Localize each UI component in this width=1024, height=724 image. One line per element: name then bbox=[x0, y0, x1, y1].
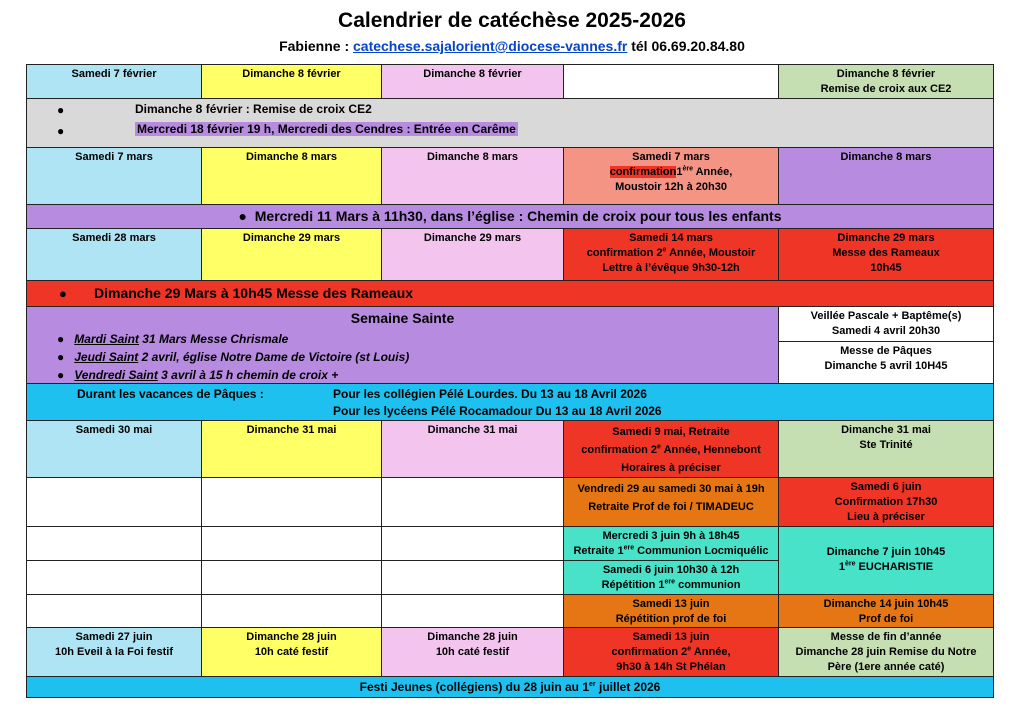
cell-row4-col2: Dimanche 31 mai bbox=[201, 420, 382, 478]
cell-row5-col5: Samedi 6 juin Confirmation 17h30 Lieu à préciser bbox=[778, 477, 994, 527]
cell-row3-col5: Dimanche 29 mars Messe des Rameaux 10h45 bbox=[778, 228, 994, 281]
band3-text: Dimanche 29 Mars à 10h45 Messe des Rameaux bbox=[94, 285, 414, 301]
cell-row5-col2 bbox=[201, 477, 382, 527]
cell-row6-col1 bbox=[26, 526, 202, 561]
cell-veillee-pascale: Veillée Pascale + Baptême(s) Samedi 4 avril 20h30 bbox=[778, 306, 994, 342]
band-easter-holidays bbox=[26, 383, 994, 421]
band-february-events bbox=[26, 98, 994, 148]
cell-row6-col2 bbox=[201, 526, 382, 561]
band1-item2: Mercredi 18 février 19 h, Mercredi des Cendres : Entrée en Carême bbox=[137, 122, 516, 136]
cell-row4-col5: Dimanche 31 mai Ste Trinité bbox=[778, 420, 994, 478]
cell-row1-col2: Dimanche 8 février bbox=[201, 64, 382, 99]
bullet-icon: ● bbox=[57, 124, 65, 138]
contact-phone: tél 06.69.20.84.80 bbox=[631, 38, 745, 54]
cell-row7-col4: Samedi 13 juin Répétition prof de foi bbox=[563, 594, 779, 628]
cell-row6b-col4: Samedi 6 juin 10h30 à 12h Répétition 1ere communion bbox=[563, 560, 779, 595]
contact-line bbox=[0, 38, 1024, 54]
cell-row2-col2: Dimanche 8 mars bbox=[201, 147, 382, 205]
list-item: ● Jeudi Saint 2 avril, église Notre Dame de Victoire (st Louis) bbox=[57, 350, 410, 364]
cell-row1-col5: Dimanche 8 février Remise de croix aux CE2 bbox=[778, 64, 994, 99]
cell-row6-col3 bbox=[381, 526, 564, 561]
holy-week-list bbox=[57, 330, 409, 384]
cell-row5-col1 bbox=[26, 477, 202, 527]
cell-row7-col5: Dimanche 14 juin 10h45 Prof de foi bbox=[778, 594, 994, 628]
bullet-icon: ● bbox=[57, 103, 65, 117]
cell-row2-col1: Samedi 7 mars bbox=[26, 147, 202, 205]
cell-row3-col4: Samedi 14 mars confirmation 2e Année, Moustoir Lettre à l’évêque 9h30-12h bbox=[563, 228, 779, 281]
holy-week-heading: Semaine Sainte bbox=[350, 310, 455, 326]
cell-row8-col4: Samedi 13 juin confirmation 2e Année, 9h30 à 14h St Phélan bbox=[563, 627, 779, 677]
bullet-icon: ● bbox=[59, 286, 67, 301]
band-festi-jeunes bbox=[26, 676, 994, 698]
contact-name: Fabienne : bbox=[279, 38, 350, 54]
contact-email-link[interactable]: catechese.sajalorient@diocese-vannes.fr bbox=[353, 38, 628, 54]
band2-text: Mercredi 11 Mars à 11h30, dans l’église : Chemin de croix pour tous les enfants bbox=[254, 208, 782, 224]
cell-row1-col3: Dimanche 8 février bbox=[381, 64, 564, 99]
cell-row8-col5: Messe de fin d’année Dimanche 28 juin Remise du Notre Père (1ere année caté) bbox=[778, 627, 994, 677]
cell-row7-col3 bbox=[381, 594, 564, 628]
band-chemin-de-croix bbox=[26, 204, 994, 229]
cell-row8-col1: Samedi 27 juin 10h Eveil à la Foi festif bbox=[26, 627, 202, 677]
cell-messe-paques: Messe de Pâques Dimanche 5 avril 10H45 bbox=[778, 341, 994, 384]
cell-row5-col3 bbox=[381, 477, 564, 527]
cell-row4-col4: Samedi 9 mai, Retraite confirmation 2e Année, Hennebont Horaires à préciser bbox=[563, 420, 779, 478]
cell-row2-col4: Samedi 7 mars confirmation1ère Année, Moustoir 12h à 20h30 bbox=[563, 147, 779, 205]
easter-line2: Pour les lycéens Pélé Rocamadour Du 13 au 18 Avril 2026 bbox=[333, 404, 662, 418]
cell-row8-col3: Dimanche 28 juin 10h caté festif bbox=[381, 627, 564, 677]
cell-row3-col2: Dimanche 29 mars bbox=[201, 228, 382, 281]
cell-row3-col1: Samedi 28 mars bbox=[26, 228, 202, 281]
page-title: Calendrier de catéchèse 2025-2026 bbox=[338, 9, 686, 32]
cell-row7-col1 bbox=[26, 594, 202, 628]
cell-row6-col4: Mercredi 3 juin 9h à 18h45 Retraite 1ere Communion Locmiquélic bbox=[563, 526, 779, 561]
cell-row5-col4: Vendredi 29 au samedi 30 mai à 19h Retraite Prof de foi / TIMADEUC bbox=[563, 477, 779, 527]
cell-row7-col2 bbox=[201, 594, 382, 628]
cell-row6b-col3 bbox=[381, 560, 564, 595]
cell-row6b-col1 bbox=[26, 560, 202, 595]
cell-row1-col1: Samedi 7 février bbox=[26, 64, 202, 99]
holy-week-block bbox=[26, 306, 779, 384]
list-item: ● Vendredi Saint 3 avril à 15 h chemin de croix + bbox=[57, 368, 339, 382]
cell-row6-col5: Dimanche 7 juin 10h45 1ère EUCHARISTIE bbox=[778, 526, 994, 595]
easter-line1: Pour les collégien Pélé Lourdes. Du 13 au 18 Avril 2026 bbox=[333, 387, 647, 401]
bullet-icon: ● bbox=[238, 208, 255, 224]
cell-row2-col3: Dimanche 8 mars bbox=[381, 147, 564, 205]
cell-row3-col3: Dimanche 29 mars bbox=[381, 228, 564, 281]
cell-row1-col4 bbox=[563, 64, 779, 99]
cell-row6b-col2 bbox=[201, 560, 382, 595]
cell-row4-col3: Dimanche 31 mai bbox=[381, 420, 564, 478]
cell-row2-col5: Dimanche 8 mars bbox=[778, 147, 994, 205]
cell-row4-col1: Samedi 30 mai bbox=[26, 420, 202, 478]
band1-item1: Dimanche 8 février : Remise de croix CE2 bbox=[135, 102, 372, 116]
cell-row8-col2: Dimanche 28 juin 10h caté festif bbox=[201, 627, 382, 677]
easter-label: Durant les vacances de Pâques : bbox=[77, 387, 264, 401]
list-item: ● Mardi Saint 31 Mars Messe Chrismale bbox=[57, 332, 289, 346]
footer-text: Festi Jeunes (collégiens) du 28 juin au 1er juillet 2026 bbox=[359, 680, 661, 694]
band-rameaux bbox=[26, 280, 994, 307]
